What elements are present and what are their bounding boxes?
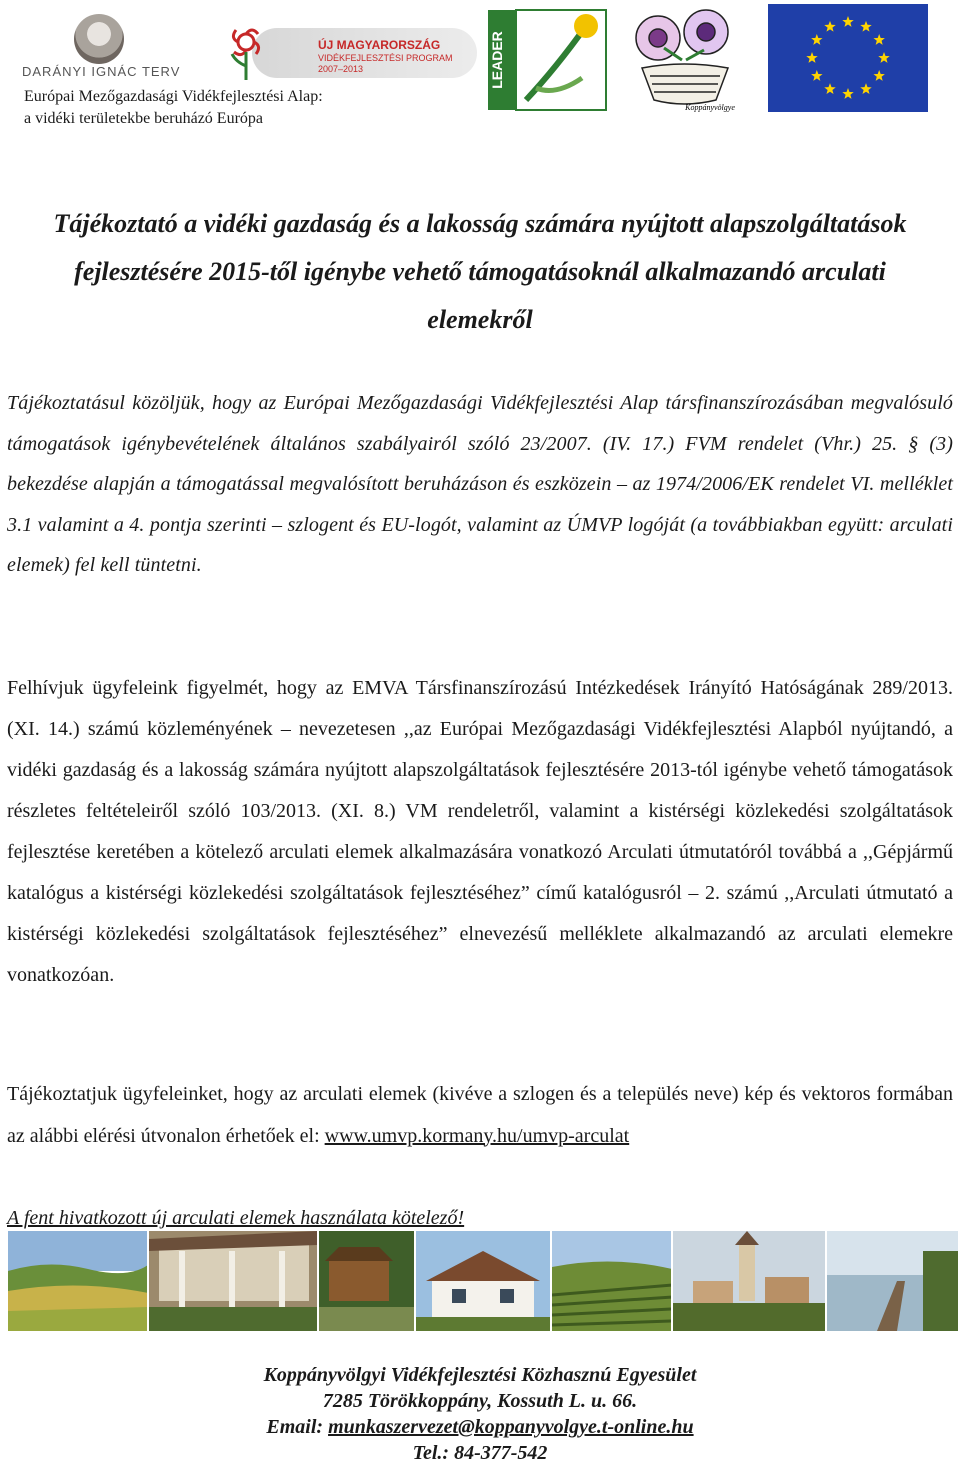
- title-line2: fejlesztésére 2015-től igénybe vehető támogatásoknál alkalmazandó arculati: [74, 257, 886, 286]
- footer-email-label: Email:: [266, 1416, 329, 1438]
- ujm-subtitle: VIDÉKFEJLESZTÉSI PROGRAM: [318, 53, 453, 63]
- daranyi-logo-text: DARÁNYI IGNÁC TERV: [22, 64, 181, 79]
- photo-house-porch: [149, 1231, 316, 1331]
- leader-text: LEADER: [489, 31, 505, 89]
- leader-logo: [486, 8, 608, 112]
- footer-email-link[interactable]: munkaszervezet@koppanyvolgye.t-online.hu: [328, 1416, 694, 1438]
- portrait-icon: [74, 14, 124, 64]
- paragraph-3-text: Tájékoztatjuk ügyfeleinket, hogy az arculati elemek (kivéve a szlogen és a település neve) kép és vektoros formában az alábbi elérési útvonalon érhetőek el:: [7, 1083, 953, 1147]
- photo-lake-pier: [827, 1231, 958, 1331]
- daranyi-ignac-terv-logo: [22, 14, 182, 80]
- footer-email-line: [0, 1414, 960, 1440]
- eu-fund-line2: a vidéki területekbe beruházó Európa: [24, 110, 263, 127]
- photo-vineyard: [552, 1231, 671, 1331]
- page-header: [0, 0, 960, 135]
- eu-fund-caption: [24, 86, 323, 130]
- paragraph-2: Felhívjuk ügyfeleink figyelmét, hogy az EMVA Társfinanszírozású Intézkedések Irányító Hatóságának 289/2013. (XI. 14.) számú közleményének – nevezetesen ,,az Európai Mezőgazdasági Vidékfejlesztési Alapból nyújtandó, a vidéki gazdaság és a lakosság számára nyújtott alapszolgáltatások fejlesztésére 2013-tól igénybe vehető támogatások részletes feltételeiről szóló 103/2013. (XI. 8.) VM rendeletről, valamint a kistérségi közlekedési szolgáltatások fejlesztése keretében a kötelező arculati elemek alkalmazására vonatkozó Arculati útmutatóról továbbá a ,,Gépjármű katalógus a kistérségi közlekedési szolgáltatások fejlesztéséhez” című katalógusról – 2. számú ,,Arculati útmutató a kistérségi közlekedési szolgáltatások fejlesztéséhez” elnevezésű melléklete alkalmazandó az arculati elemekre vonatkozóan.: [7, 677, 953, 986]
- eu-fund-line1: Európai Mezőgazdasági Vidékfejlesztési Alap:: [24, 88, 323, 105]
- paragraph-1: Tájékoztatásul közöljük, hogy az Európai Mezőgazdasági Vidékfejlesztési Alap társfinanszírozásában megvalósuló támogatások igénybevételének általános szabályairól szóló 23/2007. (IV. 17.) FVM rendelet (Vhr.) 25. § (3) bekezdése alapján a támogatással megvalósított beruházáson és eszközein – az 1974/2006/EK rendelet VI. melléklet 3.1 valamint a 4. pontja szerinti – szlogent és EU-logót, valamint az ÚMVP logóját (a továbbiakban együtt: arculati elemek) fel kell tüntetni.: [7, 392, 953, 576]
- title-line3: elemekről: [427, 305, 533, 334]
- ujm-years: 2007–2013: [318, 64, 364, 74]
- ujm-title: ÚJ MAGYARORSZÁG: [318, 38, 441, 52]
- photo-church-village: [673, 1231, 824, 1331]
- paragraph-3: [7, 1074, 953, 1157]
- page-footer: [0, 1362, 960, 1466]
- koppanyvolgye-logo: [624, 4, 746, 114]
- kopp-text: Koppányvölgye: [685, 103, 735, 112]
- title-line1: Tájékoztató a vidéki gazdaság és a lakosság számára nyújtott alapszolgáltatások: [53, 209, 907, 238]
- uj-magyarorszag-logo: [222, 22, 477, 80]
- photo-white-house: [416, 1231, 549, 1331]
- photo-bus-stop: [319, 1231, 415, 1331]
- photo-strip: [8, 1231, 958, 1331]
- eu-flag: [768, 4, 928, 112]
- arculat-link[interactable]: www.umvp.kormany.hu/umvp-arculat: [324, 1124, 630, 1147]
- photo-hills: [8, 1231, 147, 1331]
- footer-phone: Tel.: 84-377-542: [412, 1442, 548, 1464]
- flower-icon: [222, 22, 282, 82]
- page-title: [20, 200, 940, 344]
- paragraph-4: A fent hivatkozott új arculati elemek használata kötelező!: [7, 1207, 465, 1229]
- footer-address: 7285 Törökkoppány, Kossuth L. u. 66.: [322, 1390, 638, 1412]
- footer-org: Koppányvölgyi Vidékfejlesztési Közhasznú Egyesület: [263, 1364, 697, 1386]
